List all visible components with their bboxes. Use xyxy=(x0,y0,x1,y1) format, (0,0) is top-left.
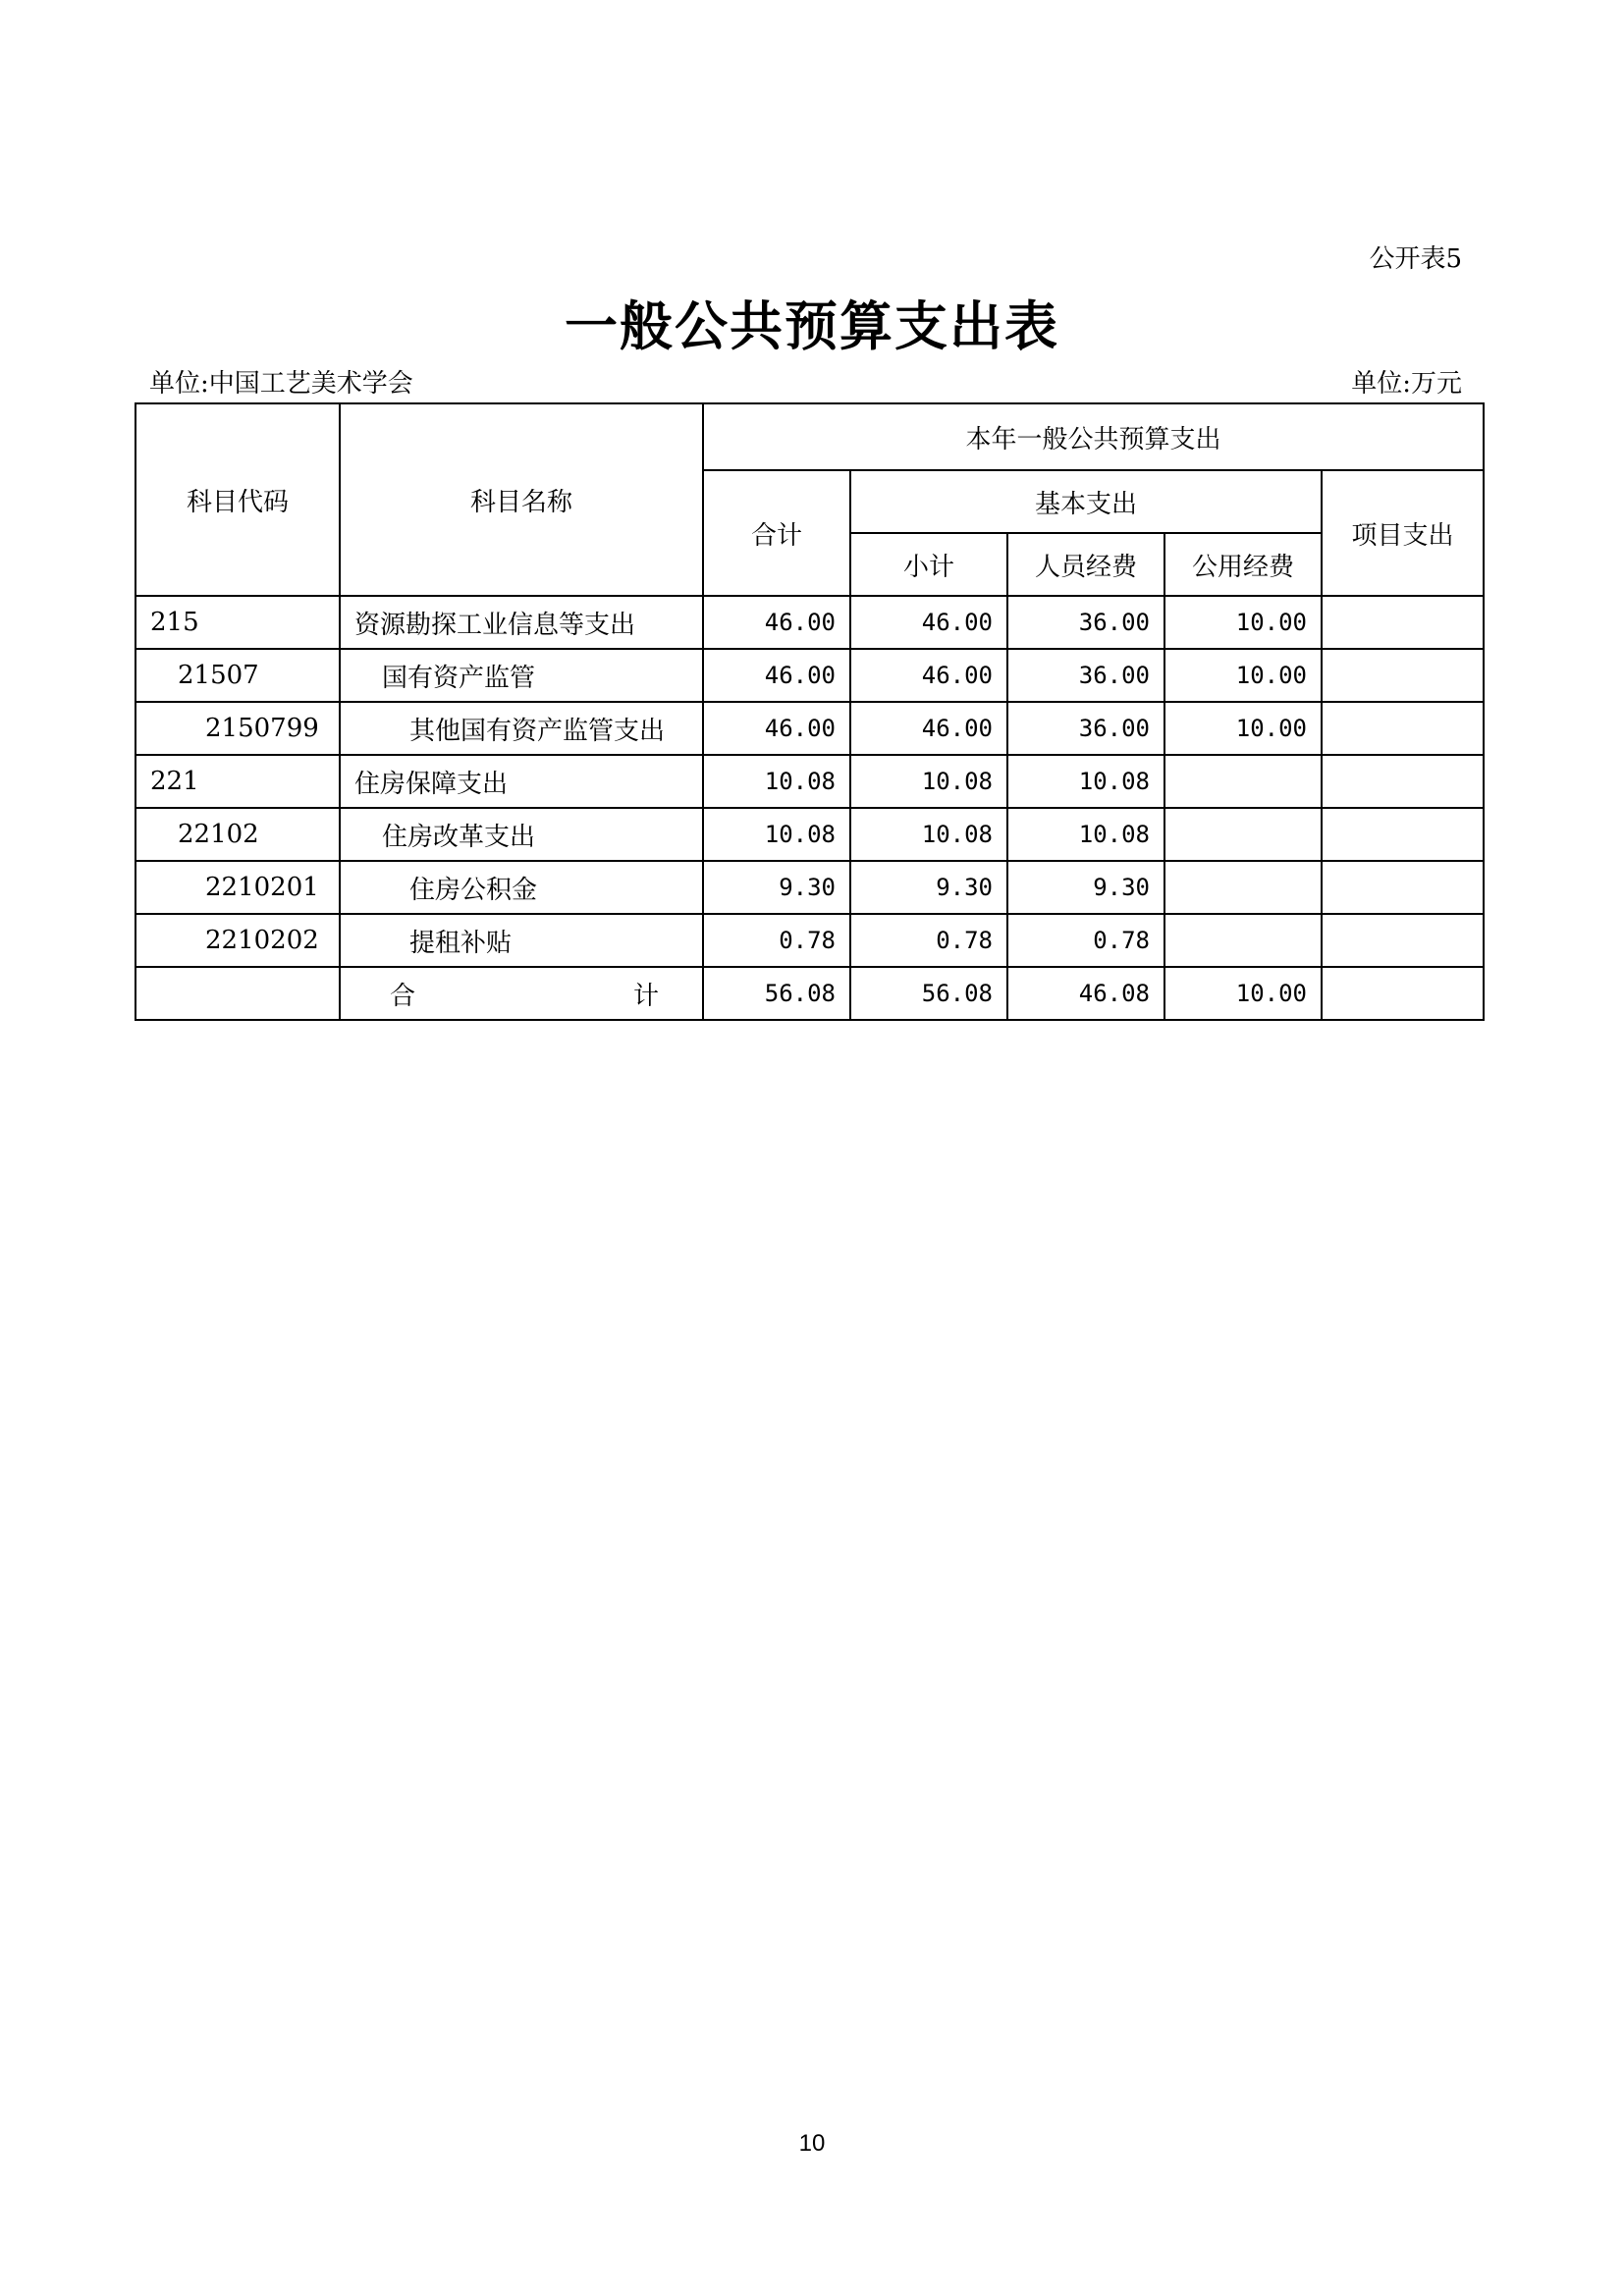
column-header-public: 公用经费 xyxy=(1164,533,1322,596)
cell-personnel: 0.78 xyxy=(1007,914,1164,967)
cell-code-empty xyxy=(135,967,340,1020)
cell-public xyxy=(1164,861,1322,914)
cell-public: 10.00 xyxy=(1164,596,1322,649)
table-label: 公开表5 xyxy=(1369,244,1462,274)
cell-subtotal: 10.08 xyxy=(850,808,1007,861)
cell-total: 46.00 xyxy=(703,649,850,702)
cell-project xyxy=(1322,649,1484,702)
cell-subtotal: 46.00 xyxy=(850,649,1007,702)
cell-code: 2210202 xyxy=(135,914,340,967)
cell-subtotal: 10.08 xyxy=(850,755,1007,808)
table-row xyxy=(135,702,1484,755)
column-header-total: 合计 xyxy=(703,470,850,596)
cell-project xyxy=(1322,702,1484,755)
cell-name: 其他国有资产监管支出 xyxy=(340,702,703,755)
cell-code: 21507 xyxy=(135,649,340,702)
cell-code: 22102 xyxy=(135,808,340,861)
cell-project xyxy=(1322,914,1484,967)
total-cell-project xyxy=(1322,967,1484,1020)
cell-personnel: 36.00 xyxy=(1007,596,1164,649)
total-label-left: 合 xyxy=(390,981,416,1011)
cell-name: 资源勘探工业信息等支出 xyxy=(340,596,703,649)
cell-total: 10.08 xyxy=(703,755,850,808)
cell-code: 2150799 xyxy=(135,702,340,755)
cell-total: 46.00 xyxy=(703,596,850,649)
cell-total: 0.78 xyxy=(703,914,850,967)
cell-personnel: 10.08 xyxy=(1007,808,1164,861)
cell-subtotal: 46.00 xyxy=(850,702,1007,755)
cell-subtotal: 46.00 xyxy=(850,596,1007,649)
total-label xyxy=(340,967,703,1020)
cell-public: 10.00 xyxy=(1164,649,1322,702)
total-cell-total: 56.08 xyxy=(703,967,850,1020)
total-label-right: 计 xyxy=(632,981,659,1011)
unit-currency: 单位:万元 xyxy=(1351,369,1462,399)
total-cell-public: 10.00 xyxy=(1164,967,1322,1020)
cell-personnel: 9.30 xyxy=(1007,861,1164,914)
cell-code: 221 xyxy=(135,755,340,808)
total-cell-personnel: 46.08 xyxy=(1007,967,1164,1020)
cell-total: 10.08 xyxy=(703,808,850,861)
column-header-name: 科目名称 xyxy=(340,403,703,596)
cell-code: 2210201 xyxy=(135,861,340,914)
cell-project xyxy=(1322,596,1484,649)
cell-personnel: 10.08 xyxy=(1007,755,1164,808)
cell-public xyxy=(1164,755,1322,808)
table-row xyxy=(135,649,1484,702)
cell-total: 9.30 xyxy=(703,861,850,914)
cell-project xyxy=(1322,808,1484,861)
page-title: 一般公共预算支出表 xyxy=(565,295,1059,357)
total-cell-subtotal: 56.08 xyxy=(850,967,1007,1020)
cell-public xyxy=(1164,808,1322,861)
cell-subtotal: 0.78 xyxy=(850,914,1007,967)
page-number: 10 xyxy=(798,2130,826,2157)
table-row xyxy=(135,808,1484,861)
cell-name: 提租补贴 xyxy=(340,914,703,967)
cell-personnel: 36.00 xyxy=(1007,649,1164,702)
cell-subtotal: 9.30 xyxy=(850,861,1007,914)
table-row xyxy=(135,861,1484,914)
column-header-project: 项目支出 xyxy=(1322,470,1484,596)
table-row xyxy=(135,755,1484,808)
cell-personnel: 36.00 xyxy=(1007,702,1164,755)
total-row xyxy=(135,967,1484,1020)
cell-public xyxy=(1164,914,1322,967)
cell-name: 住房保障支出 xyxy=(340,755,703,808)
cell-total: 46.00 xyxy=(703,702,850,755)
cell-name: 住房改革支出 xyxy=(340,808,703,861)
cell-code: 215 xyxy=(135,596,340,649)
cell-project xyxy=(1322,755,1484,808)
budget-expenditure-table xyxy=(135,402,1485,1021)
cell-name: 住房公积金 xyxy=(340,861,703,914)
column-header-personnel: 人员经费 xyxy=(1007,533,1164,596)
table-row xyxy=(135,914,1484,967)
unit-organization: 单位:中国工艺美术学会 xyxy=(149,369,413,399)
cell-name: 国有资产监管 xyxy=(340,649,703,702)
column-header-code: 科目代码 xyxy=(135,403,340,596)
column-header-group: 本年一般公共预算支出 xyxy=(703,403,1484,470)
cell-public: 10.00 xyxy=(1164,702,1322,755)
column-header-basic: 基本支出 xyxy=(850,470,1322,533)
cell-project xyxy=(1322,861,1484,914)
table-row xyxy=(135,596,1484,649)
column-header-subtotal: 小计 xyxy=(850,533,1007,596)
